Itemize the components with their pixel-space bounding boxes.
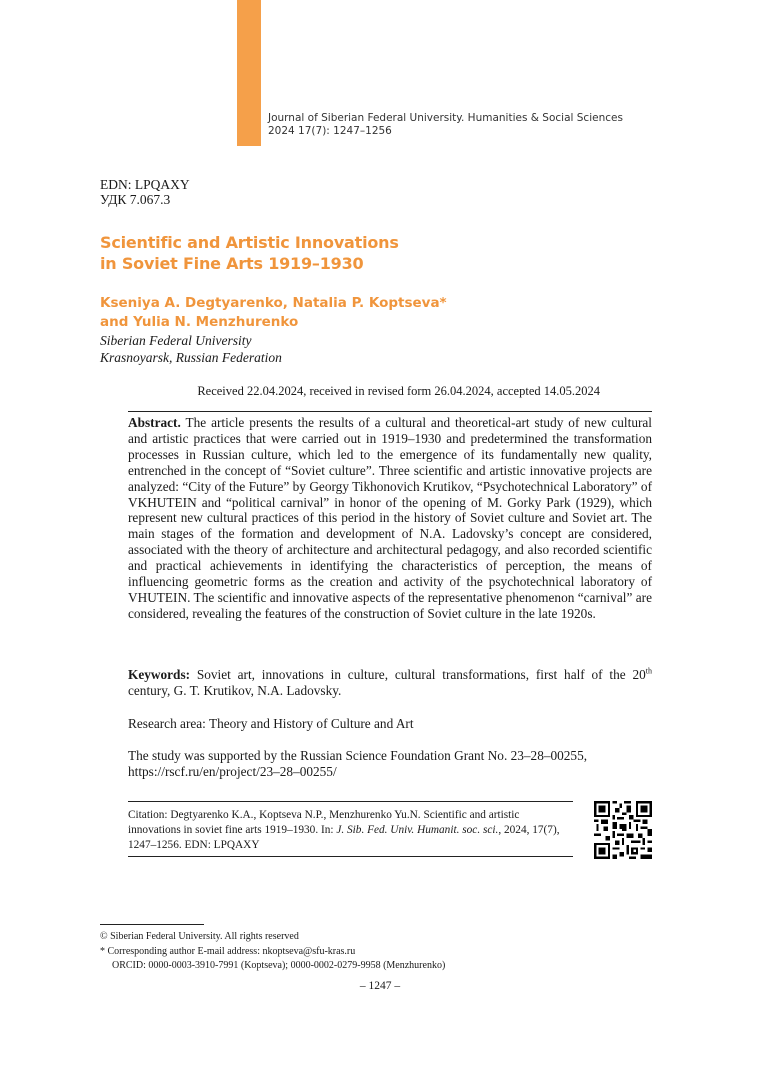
keywords-text-end: century, G. T. Krutikov, N.A. Ladovsky. — [128, 682, 342, 698]
journal-name: Journal of Siberian Federal University. Humanities & Social Sciences — [268, 112, 623, 124]
authors-line-1: Kseniya A. Degtyarenko, Natalia P. Koptseva* — [100, 295, 447, 311]
copyright-notice: © Siberian Federal University. All rights reserved — [100, 931, 299, 942]
corresponding-author: * Corresponding author E-mail address: nkoptseva@sfu-kras.ru — [100, 945, 356, 957]
keywords-superscript: th — [645, 666, 652, 676]
accent-bar — [237, 0, 261, 146]
research-area: Research area: Theory and History of Culture and Art — [128, 716, 414, 731]
abstract-text: The article presents the results of a cultural and theoretical-art study of new cultural and artistic practices that were carried out in 1919–1930 and predetermined the transformation processes in Russian culture, which led to the emergence of its fundamentally new quality, entrenched in the concept of “Soviet culture”. Three scientific and artistic innovative projects are analyzed: “City of the Future” by Georgy Tikhonovich Krutikov, “Psychotechnical Laboratory” of VKHUTEIN and “political carnival” in honor of the opening of M. Gorky Park (1929), which represent new cultural practices of this period in the history of Soviet culture and Soviet art. The main stages of the formation and development of N.A. Ladovsky’s concept are considered, associated with the theory of architecture and architectural pedagogy, and also recorded scientific and practical achievements in identifying the characteristics of perception, the means of influencing geometric forms as the creation and activity of the psychotechnical laboratory of VHUTEIN. The scientific and innovative aspects of the representative phenomenon “carnival” are considered, revealing the features of the construction of Soviet culture in the late 1920s. — [128, 415, 652, 621]
edn: EDN: LPQAXY — [100, 177, 190, 192]
affiliation-location: Krasnoyarsk, Russian Federation — [100, 350, 282, 365]
citation-top-rule — [128, 801, 573, 802]
citation — [128, 808, 573, 853]
keywords-text: Soviet art, innovations in culture, cultural transformations, first half of the 20 — [190, 667, 646, 682]
article-title — [100, 232, 399, 274]
identifiers — [100, 177, 190, 207]
affiliation-university: Siberian Federal University — [100, 333, 252, 348]
footnotes — [100, 930, 445, 974]
authors-line-2: and Yulia N. Menzhurenko — [100, 314, 299, 330]
udk: УДК 7.067.3 — [100, 192, 171, 207]
abstract-top-rule — [128, 411, 652, 412]
abstract — [128, 415, 652, 622]
title-line-2: in Soviet Fine Arts 1919–1930 — [100, 254, 364, 273]
keywords-label: Keywords: — [128, 667, 191, 682]
orcid: ORCID: 0000-0003-3910-7991 (Koptseva); 0000-0002-0279-9958 (Menzhurenko) — [112, 960, 446, 971]
citation-journal: J. Sib. Fed. Univ. Humanit. soc. sci. — [336, 824, 499, 836]
journal-issue: 2024 17(7): 1247–1256 — [268, 125, 392, 137]
citation-text: Citation: Degtyarenko K.A., Koptseva N.P., Menzhurenko Yu.N. Scientific and artistic innovations in soviet fine arts 1919–1930. In: — [128, 809, 520, 836]
citation-bottom-rule — [128, 856, 573, 857]
qr-code-icon[interactable] — [594, 801, 652, 859]
abstract-label: Abstract. — [128, 415, 181, 430]
received-dates: Received 22.04.2024, received in revised form 26.04.2024, accepted 14.05.2024 — [197, 384, 600, 398]
page-number: – 1247 – — [359, 980, 401, 992]
funding-note: The study was supported by the Russian Science Foundation Grant No. 23–28–00255, https://rscf.ru/en/project/23–28–00255/ — [128, 748, 588, 779]
footnote-rule — [100, 924, 204, 925]
keywords — [128, 667, 652, 699]
title-line-1: Scientific and Artistic Innovations — [100, 233, 399, 252]
citation-text-end: , 2024, 17(7), 1247–1256. EDN: LPQAXY — [128, 824, 560, 851]
authors — [100, 294, 447, 332]
affiliation — [100, 332, 282, 366]
journal-header — [268, 112, 623, 138]
